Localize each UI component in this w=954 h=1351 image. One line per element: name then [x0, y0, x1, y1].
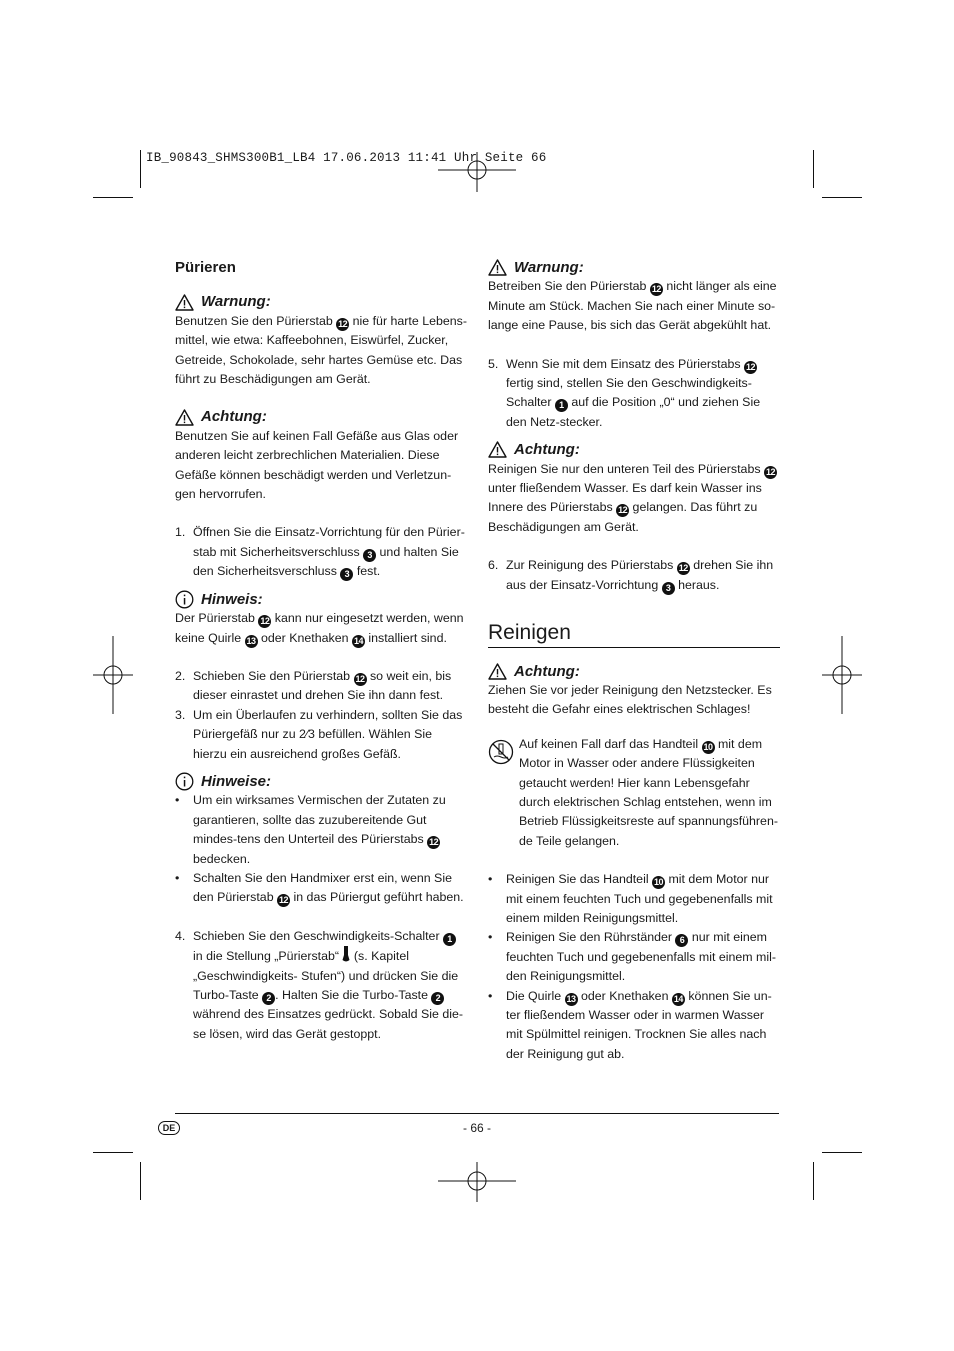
ref-badge: 12 — [279, 895, 289, 906]
no-immersion-icon — [488, 739, 514, 765]
step-item: 6. Zur Reinigung des Pürierstabs 12 drehen Sie ihn aus der Einsatz-Vorrichtung 3 heraus. — [488, 558, 774, 593]
ref-badge: 12 — [260, 616, 270, 627]
bullet-item: • Schalten Sie den Handmixer erst ein, wenn Sie den Pürierstab 12 in das Püriergut geführt haben. — [175, 870, 464, 906]
footer-rule — [175, 1113, 779, 1114]
warning-triangle-icon — [488, 441, 507, 458]
caution-heading: Achtung: — [488, 662, 780, 681]
ref-badge: 12 — [678, 563, 688, 574]
page-number: - 66 - — [462, 1121, 491, 1135]
note-heading: Hinweis: — [175, 590, 467, 609]
registration-mark-bottom — [438, 1162, 516, 1202]
notes-heading: Hinweise: — [175, 772, 467, 791]
crop-mark — [822, 197, 862, 198]
step-item: 5. Wenn Sie mit dem Einsatz des Pürierstabs 12 fertig sind, stellen Sie den Geschwindigkeits-Schalter 1 auf die Position „0“ und ziehen Sie den Netz-stecker. — [488, 356, 761, 429]
caution-heading: Achtung: — [175, 407, 467, 426]
warning-triangle-icon — [488, 663, 507, 680]
info-circle-icon — [175, 772, 194, 791]
ref-badge: 14 — [353, 635, 363, 646]
caution-text: Reinigen Sie nur den unteren Teil des Pürierstabs 12 unter fließendem Wasser. Es darf kein Wasser ins Innere des Pürierstabs 12 gelangen. Das führt zu Beschädigungen am Gerät. — [488, 461, 775, 534]
warning-triangle-icon — [175, 409, 194, 426]
step-item: 1. Öffnen Sie die Einsatz-Vorrichtung für den Pürier-stab mit Sicherheitsverschluss 3 und halten Sie den Sicherheitsverschluss 3 fest. — [175, 525, 465, 580]
crop-mark — [813, 150, 814, 188]
caution-text: Benutzen Sie auf keinen Fall Gefäße aus Glas oder anderen leicht zerbrechlichen Materialien. Diese Gefäße können beschädigt werden und Verletzun-gen hervorrufen. — [175, 428, 459, 502]
crop-mark — [140, 1162, 141, 1200]
warning-triangle-icon — [175, 294, 194, 311]
right-column — [488, 258, 780, 1064]
ref-badge: 6 — [675, 934, 688, 947]
warning-heading: Warnung: — [175, 292, 467, 311]
ref-badge: 12 — [746, 361, 756, 372]
step-item: 2. Schieben Sie den Pürierstab 12 so weit ein, bis dieser einrastet und drehen Sie ihn dann fest. — [175, 668, 452, 703]
crop-mark — [93, 1152, 133, 1153]
ref-badge: 14 — [673, 993, 683, 1004]
ref-badge: 12 — [618, 505, 628, 516]
crop-mark — [813, 1162, 814, 1200]
note-text: Der Pürierstab 12 kann nur eingesetzt werden, wenn keine Quirle 13 oder Knethaken 14 installiert sind. — [175, 611, 464, 646]
ref-badge: 10 — [703, 741, 713, 752]
ref-badge: 12 — [651, 284, 661, 295]
ref-badge: 13 — [246, 635, 256, 646]
bullet-item: • Reinigen Sie den Rührständer 6 nur mit einem feuchten Tuch und gegebenenfalls mit einem mil-den Reinigungsmittel. — [488, 930, 776, 984]
step-item: 3. Um ein Überlaufen zu verhindern, sollten Sie das Püriergefäß nur zu 2⁄3 befüllen. Wählen Sie hierzu ein ausreichend großes Gefäß. — [175, 707, 463, 761]
warning-text: Betreiben Sie den Pürierstab 12 nicht länger als eine Minute am Stück. Machen Sie nach einer Minute so-lange eine Pause, bis sich das Gerät abgekühlt hat. — [488, 279, 777, 333]
step-item: 4. Schieben Sie den Geschwindigkeits-Schalter 1 in die Stellung „Pürierstab“ (s. Kapitel „Geschwindigkeits- Stufen“) und drücken Sie die Turbo-Taste 2 . Halten Sie die Turbo-Taste 2 während des Einsatzes gedrückt. Sobald Sie die-se lösen, wird das Gerät gestoppt. — [175, 928, 463, 1041]
section-title-puerieren: Pürieren — [175, 259, 236, 276]
ref-badge: 1 — [443, 933, 456, 946]
ref-badge: 12 — [429, 837, 439, 848]
ref-badge: 12 — [355, 673, 365, 684]
registration-mark-right — [822, 636, 862, 714]
ref-badge: 3 — [662, 582, 675, 595]
crop-mark — [140, 150, 141, 188]
ref-badge: 3 — [363, 549, 376, 562]
no-water-notice: Auf keinen Fall darf das Handteil 10 mit dem Motor in Wasser oder andere Flüssigkeiten getaucht werden! Hier kann Lebensgefahr durch elektrischen Schlag entstehen, wenn im Betrieb Flüssigkeitsreste auf spannungsführen-de Teile gelangen. — [488, 735, 780, 851]
section-title-reinigen: Reinigen — [488, 623, 780, 647]
bullet-item: • Reinigen Sie das Handteil 10 mit dem Motor nur mit einem feuchten Tuch und gegebenenfalls mit einem milden Reinigungsmittel. — [488, 872, 773, 925]
ref-badge: 2 — [431, 992, 444, 1005]
warning-triangle-icon — [488, 259, 507, 276]
warning-heading: Warnung: — [488, 258, 780, 277]
ref-badge: 10 — [654, 877, 664, 888]
bullet-item: • Um ein wirksames Vermischen der Zutaten zu garantieren, sollte das zuzubereitende Gut mindes-tens den Unterteil des Pürierstabs 12 bedecken. — [175, 793, 446, 866]
ref-badge: 12 — [765, 466, 775, 477]
left-column — [175, 258, 467, 1044]
caution-text: Ziehen Sie vor jeder Reinigung den Netzstecker. Es besteht die Gefahr eines elektrischen Schlages! — [488, 682, 772, 717]
ref-badge: 1 — [555, 399, 568, 412]
warning-text: Benutzen Sie den Pürierstab 12 nie für harte Lebens-mittel, wie etwa: Kaffeebohnen, Eiswürfel, Zucker, Getreide, Schokolade, sehr hartes Gemüse etc. Das führt zu Beschädigungen am Gerät. — [175, 313, 467, 387]
crop-mark — [822, 1152, 862, 1153]
registration-mark-left — [93, 636, 133, 714]
ref-badge: 12 — [338, 318, 348, 329]
info-circle-icon — [175, 590, 194, 609]
print-slug: IB_90843_SHMS300B1_LB4 17.06.2013 11:41 Uhr Seite 66 — [146, 151, 547, 165]
ref-badge: 13 — [566, 993, 576, 1004]
caution-heading: Achtung: — [488, 440, 780, 459]
ref-badge: 3 — [340, 568, 353, 581]
bullet-item: • Die Quirle 13 oder Knethaken 14 können Sie un-ter fließendem Wasser oder in warmen Wasser mit Spülmittel reinigen. Trocknen Sie alles nach der Reinigung gut ab. — [488, 988, 772, 1061]
language-badge: DE — [158, 1121, 180, 1135]
ref-badge: 2 — [262, 992, 275, 1005]
crop-mark — [93, 197, 133, 198]
